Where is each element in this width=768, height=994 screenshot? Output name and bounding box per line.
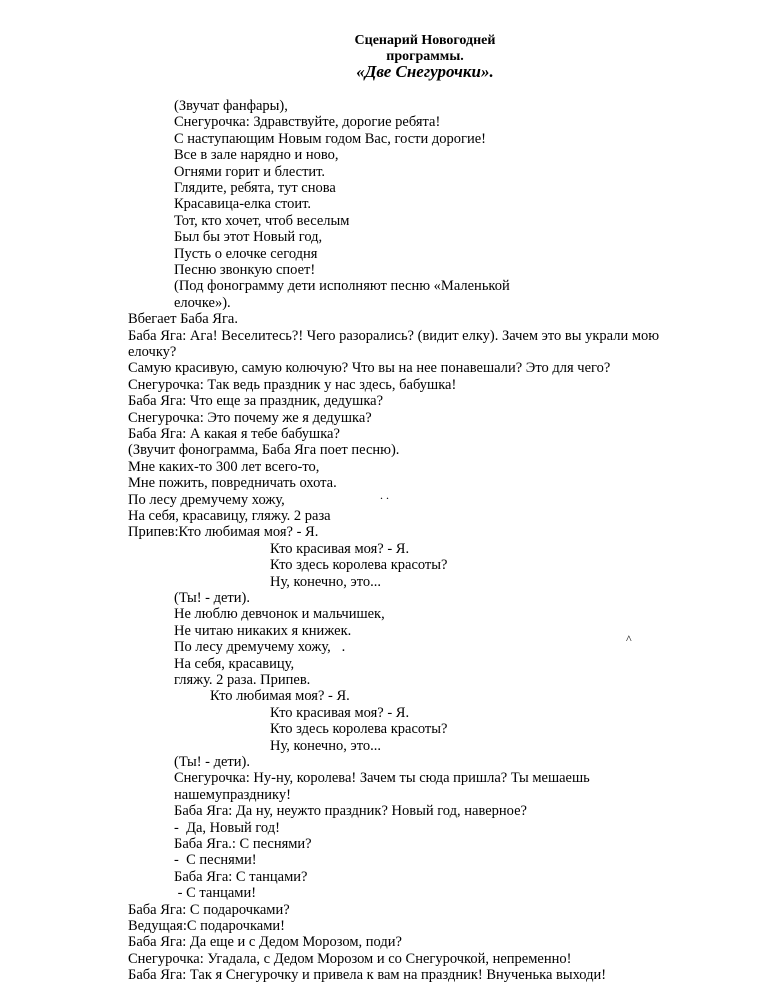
script-line: гляжу. 2 раза. Припев.: [174, 672, 311, 688]
script-line: Мне пожить, повредничать охота.: [128, 475, 337, 492]
script-line: Кто здесь королева красоты?: [270, 557, 448, 574]
script-line: Ну, конечно, это...: [270, 573, 381, 590]
script-line: - С песнями!: [174, 852, 257, 869]
script-line: Тот, кто хочет, чтоб веселым: [174, 212, 350, 229]
script-line: По лесу дремучему хожу,: [128, 491, 285, 508]
script-line: Кто здесь королева красоты?: [270, 721, 448, 738]
script-line: Не читаю никаких я книжек.: [174, 622, 352, 639]
stray-caret: ^: [626, 632, 632, 646]
script-line: Баба Яга: С танцами?: [174, 868, 308, 885]
script-line: Снегурочка: Ну-ну, королева! Зачем ты сюда пришла? Ты мешаешь: [174, 770, 590, 787]
script-line: Ну, конечно, это...: [270, 737, 381, 754]
script-line: Баба Яга: Ага! Веселитесь?! Чего разорались? (видит елку). Зачем это вы украли мою: [128, 327, 660, 344]
script-line: Кто красивая моя? - Я.: [270, 540, 410, 557]
script-line: Снегурочка: Угадала, с Дедом Морозом и со Снегурочкой, непременно!: [128, 950, 572, 967]
script-line: - С танцами!: [174, 885, 257, 902]
script-line: Мне каких-то 300 лет всего-то,: [128, 458, 320, 475]
script-line: нашемупразднику!: [174, 786, 291, 803]
script-line: - Да, Новый год!: [174, 819, 280, 836]
script-line: Самую красивую, самую колючую? Что вы на нее понавешали? Это для чего?: [128, 360, 611, 377]
script-line: Кто красивая моя? - Я.: [270, 704, 410, 721]
script-line: Был бы этот Новый год,: [174, 229, 323, 246]
script-line: Баба Яга: Да ну, неужто праздник? Новый год, наверное?: [174, 803, 527, 820]
title-line-1: Сценарий Новогодней: [354, 33, 496, 48]
script-line: елочку?: [128, 344, 177, 360]
script-line: Баба Яга: С подарочками?: [128, 901, 290, 918]
script-line: Баба Яга: А какая я тебе бабушка?: [128, 426, 340, 442]
script-line: Баба Яга: Так я Снегурочку и привела к вам на праздник! Внученька выходи!: [128, 967, 607, 984]
title-line-2: программы.: [386, 49, 464, 64]
script-line: елочке»).: [174, 294, 231, 311]
script-line: (Ты! - дети).: [174, 754, 250, 770]
script-line: (Под фонограмму дети исполняют песню «Маленькой: [174, 278, 510, 295]
script-line: (Ты! - дети).: [174, 590, 250, 606]
script-line: Припев:Кто любимая моя? - Я.: [128, 524, 319, 541]
script-line: Песню звонкую споет!: [174, 262, 316, 278]
script-line: На себя, красавицу, гляжу. 2 раза: [128, 508, 331, 524]
script-line: Ведущая:С подарочками!: [128, 918, 285, 934]
script-line: Баба Яга: Что еще за праздник, дедушка?: [128, 393, 384, 410]
title-line-3: «Две Снегурочки».: [356, 62, 494, 81]
script-line: Кто любимая моя? - Я.: [210, 688, 350, 705]
script-line: Глядите, ребята, тут снова: [174, 180, 336, 196]
script-line: С наступающим Новым годом Вас, гости дорогие!: [174, 130, 487, 147]
script-line: По лесу дремучему хожу, .: [174, 639, 346, 656]
script-line: (Звучат фанфары),: [174, 98, 288, 114]
script-line: Баба Яга: Да еще и с Дедом Морозом, поди?: [128, 934, 402, 951]
script-line: Снегурочка: Это почему же я дедушка?: [128, 409, 372, 426]
script-line: (Звучит фонограмма, Баба Яга поет песню).: [128, 442, 400, 459]
script-line: Вбегает Баба Яга.: [128, 311, 238, 328]
script-line: Огнями горит и блестит.: [174, 163, 326, 180]
script-line: Баба Яга.: С песнями?: [174, 836, 312, 852]
script-line: Все в зале нарядно и ново,: [174, 147, 339, 164]
script-line: Пусть о елочке сегодня: [174, 245, 318, 262]
stray-dots: . .: [380, 488, 389, 502]
script-line: Снегурочка: Здравствуйте, дорогие ребята!: [174, 114, 441, 131]
script-line: Красавица-елка стоит.: [174, 196, 312, 213]
script-line: Снегурочка: Так ведь праздник у нас здесь, бабушка!: [128, 376, 457, 393]
script-line: На себя, красавицу,: [174, 655, 295, 672]
script-line: Не люблю девчонок и мальчишек,: [174, 606, 385, 623]
